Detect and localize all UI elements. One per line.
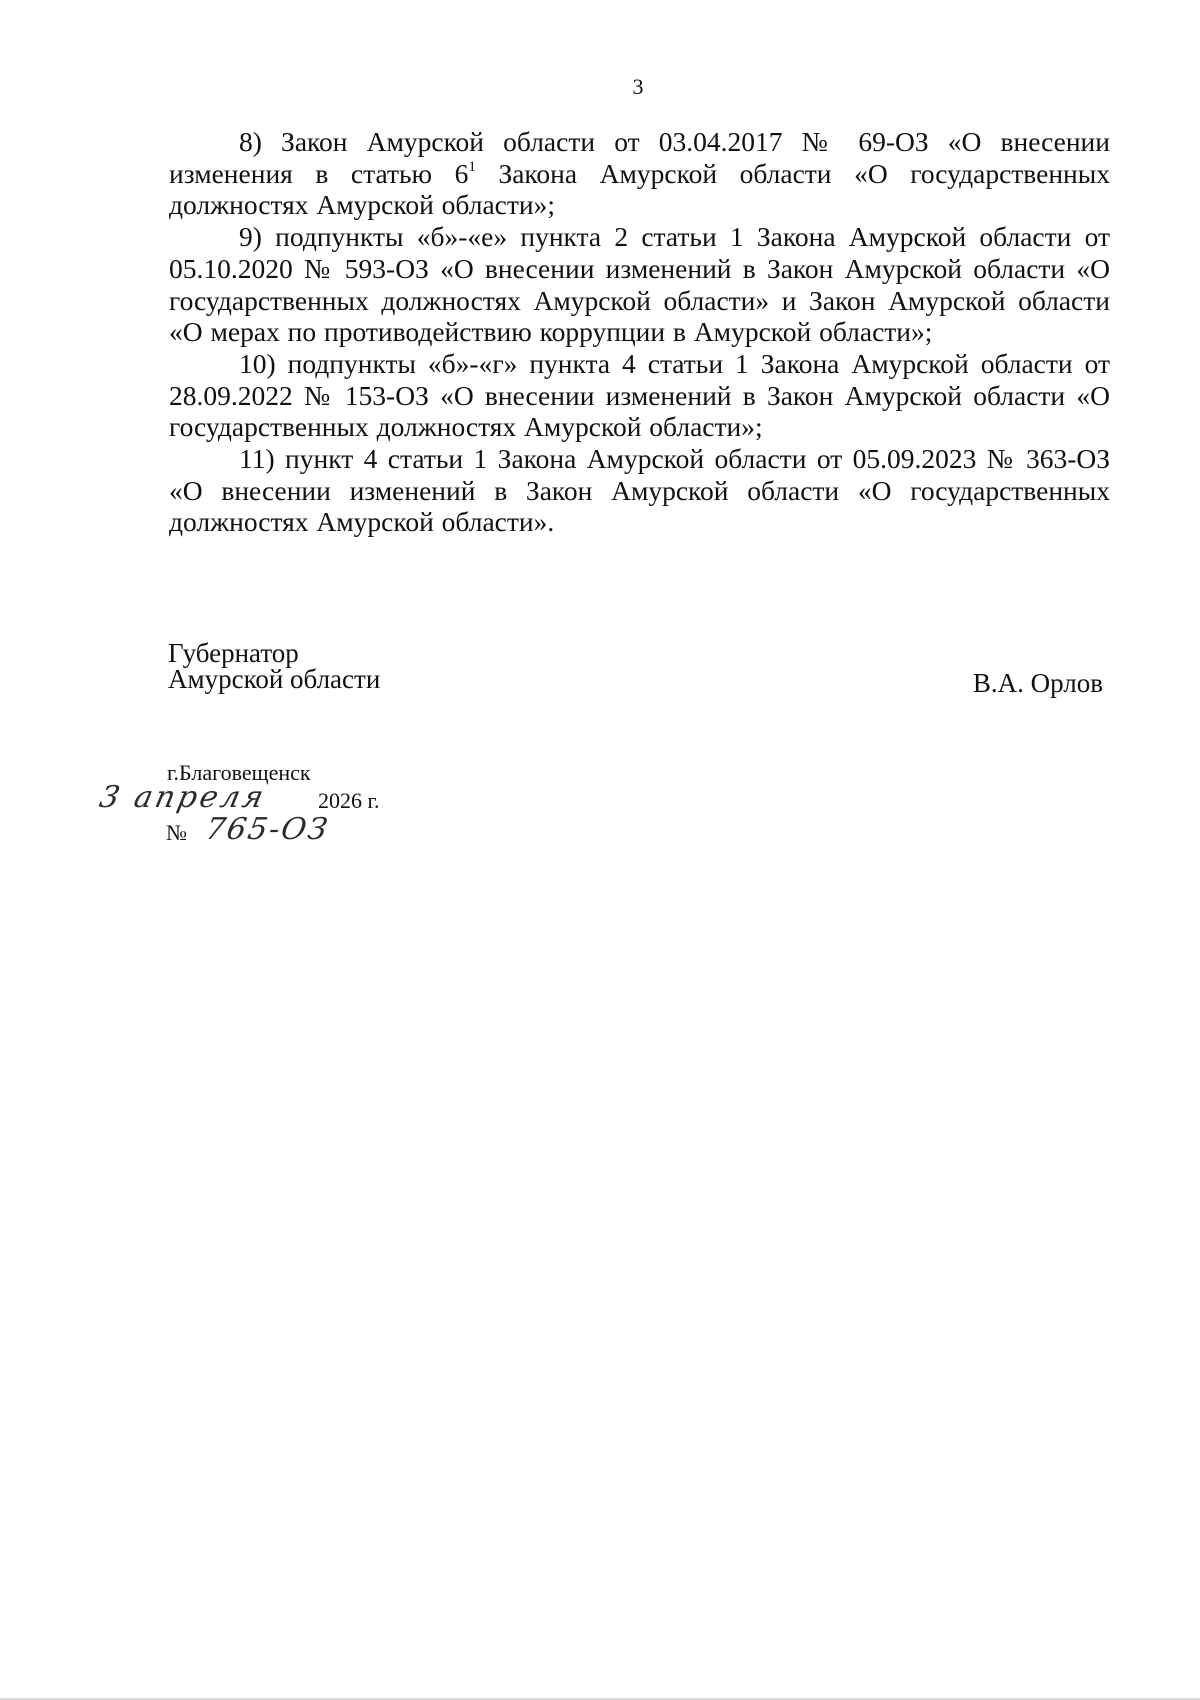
handwritten-date: 3 апреля xyxy=(96,780,270,815)
signatory-title xyxy=(168,640,380,692)
page-number: 3 xyxy=(632,74,644,99)
number-sign: № xyxy=(166,820,187,845)
law-number xyxy=(166,812,386,852)
signatory-title-line1: Губернатор xyxy=(168,638,299,668)
place-of-signing: г.Благовещенск xyxy=(167,760,311,785)
signatory-title-line2: Амурской области xyxy=(168,664,381,694)
superscript: 1 xyxy=(468,158,476,175)
list-item-11: 11) пункт 4 статьи 1 Закона Амурской области от 05.09.2023 № 363-ОЗ «О внесении изменений в Закон Амурской области «О государственных должностях Амурской области». xyxy=(169,443,1110,538)
list-item-9: 9) подпункты «б»-«е» пункта 2 статьи 1 Закона Амурской области от 05.10.2020 № 593-ОЗ «О внесении изменений в Закон Амурской области «О государственных должностях Амурской области» и Закон Амурской области «О мерах по противодействию коррупции в Амурской области»; xyxy=(169,221,1110,348)
list-item-8-text-continued: Закона Амурской области «О государственных должностях Амурской области»; xyxy=(169,157,1110,221)
list-item-8-text: 8) Закон Амурской области от 03.04.2017 № 69-ОЗ «О внесении изменения в статью 6 xyxy=(169,126,1110,189)
year: 2026 г. xyxy=(318,788,380,813)
list-item-10: 10) подпункты «б»-«г» пункта 4 статьи 1 Закона Амурской области от 28.09.2022 № 153-ОЗ «О внесении изменений в Закон Амурской области «О государственных должностях Амурской области»; xyxy=(169,347,1110,443)
handwritten-number: 765-ОЗ xyxy=(202,812,332,847)
signatory-name: В.А. Орлов xyxy=(972,668,1103,698)
document-body xyxy=(169,126,1110,538)
list-item-8 xyxy=(169,126,1110,221)
